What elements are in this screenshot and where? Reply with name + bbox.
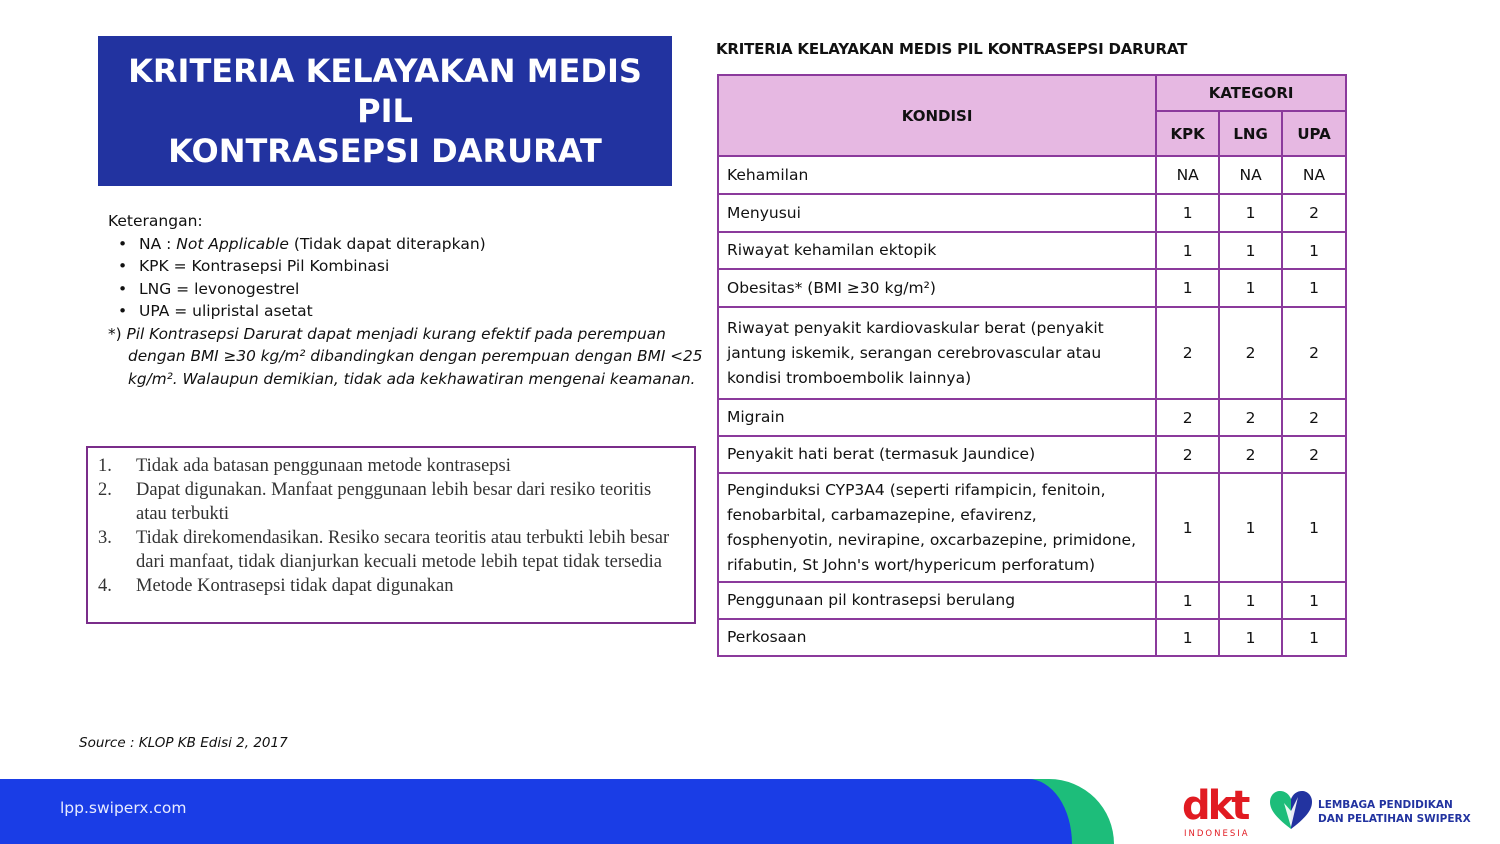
cell-kpk: 1: [1156, 619, 1219, 656]
cell-upa: 1: [1282, 619, 1346, 656]
table-row: [718, 156, 1346, 194]
cell-lng: 2: [1219, 436, 1282, 473]
criteria-text: Tidak direkomendasikan. Resiko secara teoritis atau terbukti lebih besar dari manfaat, tidak dianjurkan kecuali metode lebih tepat tidak tersedia: [136, 528, 670, 572]
dkt-logo-mark: dkt: [1182, 783, 1248, 829]
cell-lng: 2: [1219, 399, 1282, 436]
cell-kpk: 2: [1156, 307, 1219, 399]
cell-kpk: 1: [1156, 473, 1219, 582]
cell-kpk: 1: [1156, 232, 1219, 269]
slide-title-box: [98, 36, 672, 186]
slide-title: [98, 51, 672, 171]
legend-note-text: Pil Kontrasepsi Darurat dapat menjadi kurang efektif pada perempuan dengan BMI ≥30 kg/m² dibandingkan dengan perempuan dengan BMI <25 kg/m². Walaupun demikian, tidak ada kekhawatiran mengenai keamanan.: [126, 324, 703, 388]
cell-lng: 1: [1219, 232, 1282, 269]
cell-lng: 2: [1219, 307, 1282, 399]
swiperx-line2: DAN PELATIHAN SWIPERX: [1318, 813, 1471, 825]
cell-kpk: NA: [1156, 156, 1219, 194]
legend-item-lng: • LNG = levonogestrel: [118, 278, 708, 301]
cell-lng: 1: [1219, 194, 1282, 232]
footer-url-link[interactable]: lpp.swiperx.com: [60, 799, 187, 817]
cell-upa: 1: [1282, 473, 1346, 582]
cell-upa: 2: [1282, 436, 1346, 473]
legend-na-suffix: (Tidak dapat diterapkan): [288, 234, 486, 253]
cell-upa: 1: [1282, 269, 1346, 307]
dkt-logo: [1182, 784, 1252, 840]
cell-kondisi: Obesitas* (BMI ≥30 kg/m²): [718, 269, 1156, 307]
legend-item-na: [118, 233, 708, 256]
table-row: [718, 232, 1346, 269]
cell-kondisi: Penyakit hati berat (termasuk Jaundice): [718, 436, 1156, 473]
legend-note-marker: *): [108, 324, 122, 343]
criteria-item: [98, 454, 684, 478]
cell-lng: 1: [1219, 473, 1282, 582]
cell-upa: 2: [1282, 307, 1346, 399]
cell-upa: 2: [1282, 399, 1346, 436]
eligibility-table: [717, 74, 1347, 657]
heart-icon: [1268, 789, 1314, 833]
swiperx-line1: LEMBAGA PENDIDIKAN: [1318, 799, 1453, 811]
criteria-item: [98, 574, 684, 598]
cell-lng: 1: [1219, 582, 1282, 619]
criteria-number: 4.: [98, 576, 112, 596]
criteria-box: [86, 446, 696, 624]
cell-upa: 1: [1282, 582, 1346, 619]
cell-kondisi: Penginduksi CYP3A4 (seperti rifampicin, fenitoin, fenobarbital, carbamazepine, efavirenz, fosphenyotin, nevirapine, oxcarbazepine, primidone, rifabutin, St John's wort/hypericum perforatum): [718, 473, 1156, 582]
header-kondisi: KONDISI: [718, 75, 1156, 156]
cell-kondisi: Perkosaan: [718, 619, 1156, 656]
cell-lng: NA: [1219, 156, 1282, 194]
legend-item-upa: • UPA = ulipristal asetat: [118, 300, 708, 323]
legend-item-kpk: • KPK = Kontrasepsi Pil Kombinasi: [118, 255, 708, 278]
criteria-number: 1.: [98, 456, 112, 476]
cell-kondisi: Penggunaan pil kontrasepsi berulang: [718, 582, 1156, 619]
legend-list: [108, 233, 708, 323]
cell-upa: 2: [1282, 194, 1346, 232]
cell-upa: 1: [1282, 232, 1346, 269]
cell-kpk: 1: [1156, 194, 1219, 232]
cell-kondisi: Kehamilan: [718, 156, 1156, 194]
table-row: [718, 307, 1346, 399]
legend-na-prefix: NA :: [139, 234, 177, 253]
criteria-text: Dapat digunakan. Manfaat penggunaan lebih besar dari resiko teoritis atau terbukti: [136, 480, 652, 524]
criteria-number: 3.: [98, 528, 112, 548]
table-row: [718, 194, 1346, 232]
swiperx-logo: [1268, 789, 1478, 833]
table-row: [718, 582, 1346, 619]
header-lng: LNG: [1219, 111, 1282, 156]
cell-kondisi: Riwayat kehamilan ektopik: [718, 232, 1156, 269]
criteria-list: [98, 454, 684, 598]
table-title: KRITERIA KELAYAKAN MEDIS PIL KONTRASEPSI DARURAT: [716, 40, 1188, 58]
legend-na-italic: Not Applicable: [176, 234, 289, 253]
criteria-text: Metode Kontrasepsi tidak dapat digunakan: [136, 576, 454, 596]
table-row: [718, 269, 1346, 307]
table-row: [718, 399, 1346, 436]
cell-kondisi: Riwayat penyakit kardiovaskular berat (penyakit jantung iskemik, serangan cerebrovascular atau kondisi tromboembolik lainnya): [718, 307, 1156, 399]
legend: [108, 210, 708, 390]
table-row: [718, 436, 1346, 473]
cell-lng: 1: [1219, 269, 1282, 307]
slide-title-line2: KONTRASEPSI DARURAT: [168, 132, 602, 170]
dkt-logo-sub: INDONESIA: [1184, 829, 1250, 839]
header-kpk: KPK: [1156, 111, 1219, 156]
table-row: [718, 619, 1346, 656]
cell-upa: NA: [1282, 156, 1346, 194]
header-upa: UPA: [1282, 111, 1346, 156]
legend-heading: Keterangan:: [108, 212, 203, 230]
criteria-number: 2.: [98, 480, 112, 500]
source-citation: Source : KLOP KB Edisi 2, 2017: [79, 735, 288, 751]
cell-kpk: 1: [1156, 269, 1219, 307]
slide-title-line1: KRITERIA KELAYAKAN MEDIS PIL: [128, 52, 642, 130]
cell-lng: 1: [1219, 619, 1282, 656]
cell-kondisi: Migrain: [718, 399, 1156, 436]
cell-kpk: 2: [1156, 436, 1219, 473]
table-row: [718, 473, 1346, 582]
criteria-text: Tidak ada batasan penggunaan metode kontrasepsi: [136, 456, 511, 476]
cell-kpk: 1: [1156, 582, 1219, 619]
criteria-item: [98, 478, 684, 526]
criteria-item: [98, 526, 684, 574]
cell-kpk: 2: [1156, 399, 1219, 436]
cell-kondisi: Menyusui: [718, 194, 1156, 232]
header-kategori: KATEGORI: [1156, 75, 1346, 111]
legend-note: [108, 323, 708, 391]
